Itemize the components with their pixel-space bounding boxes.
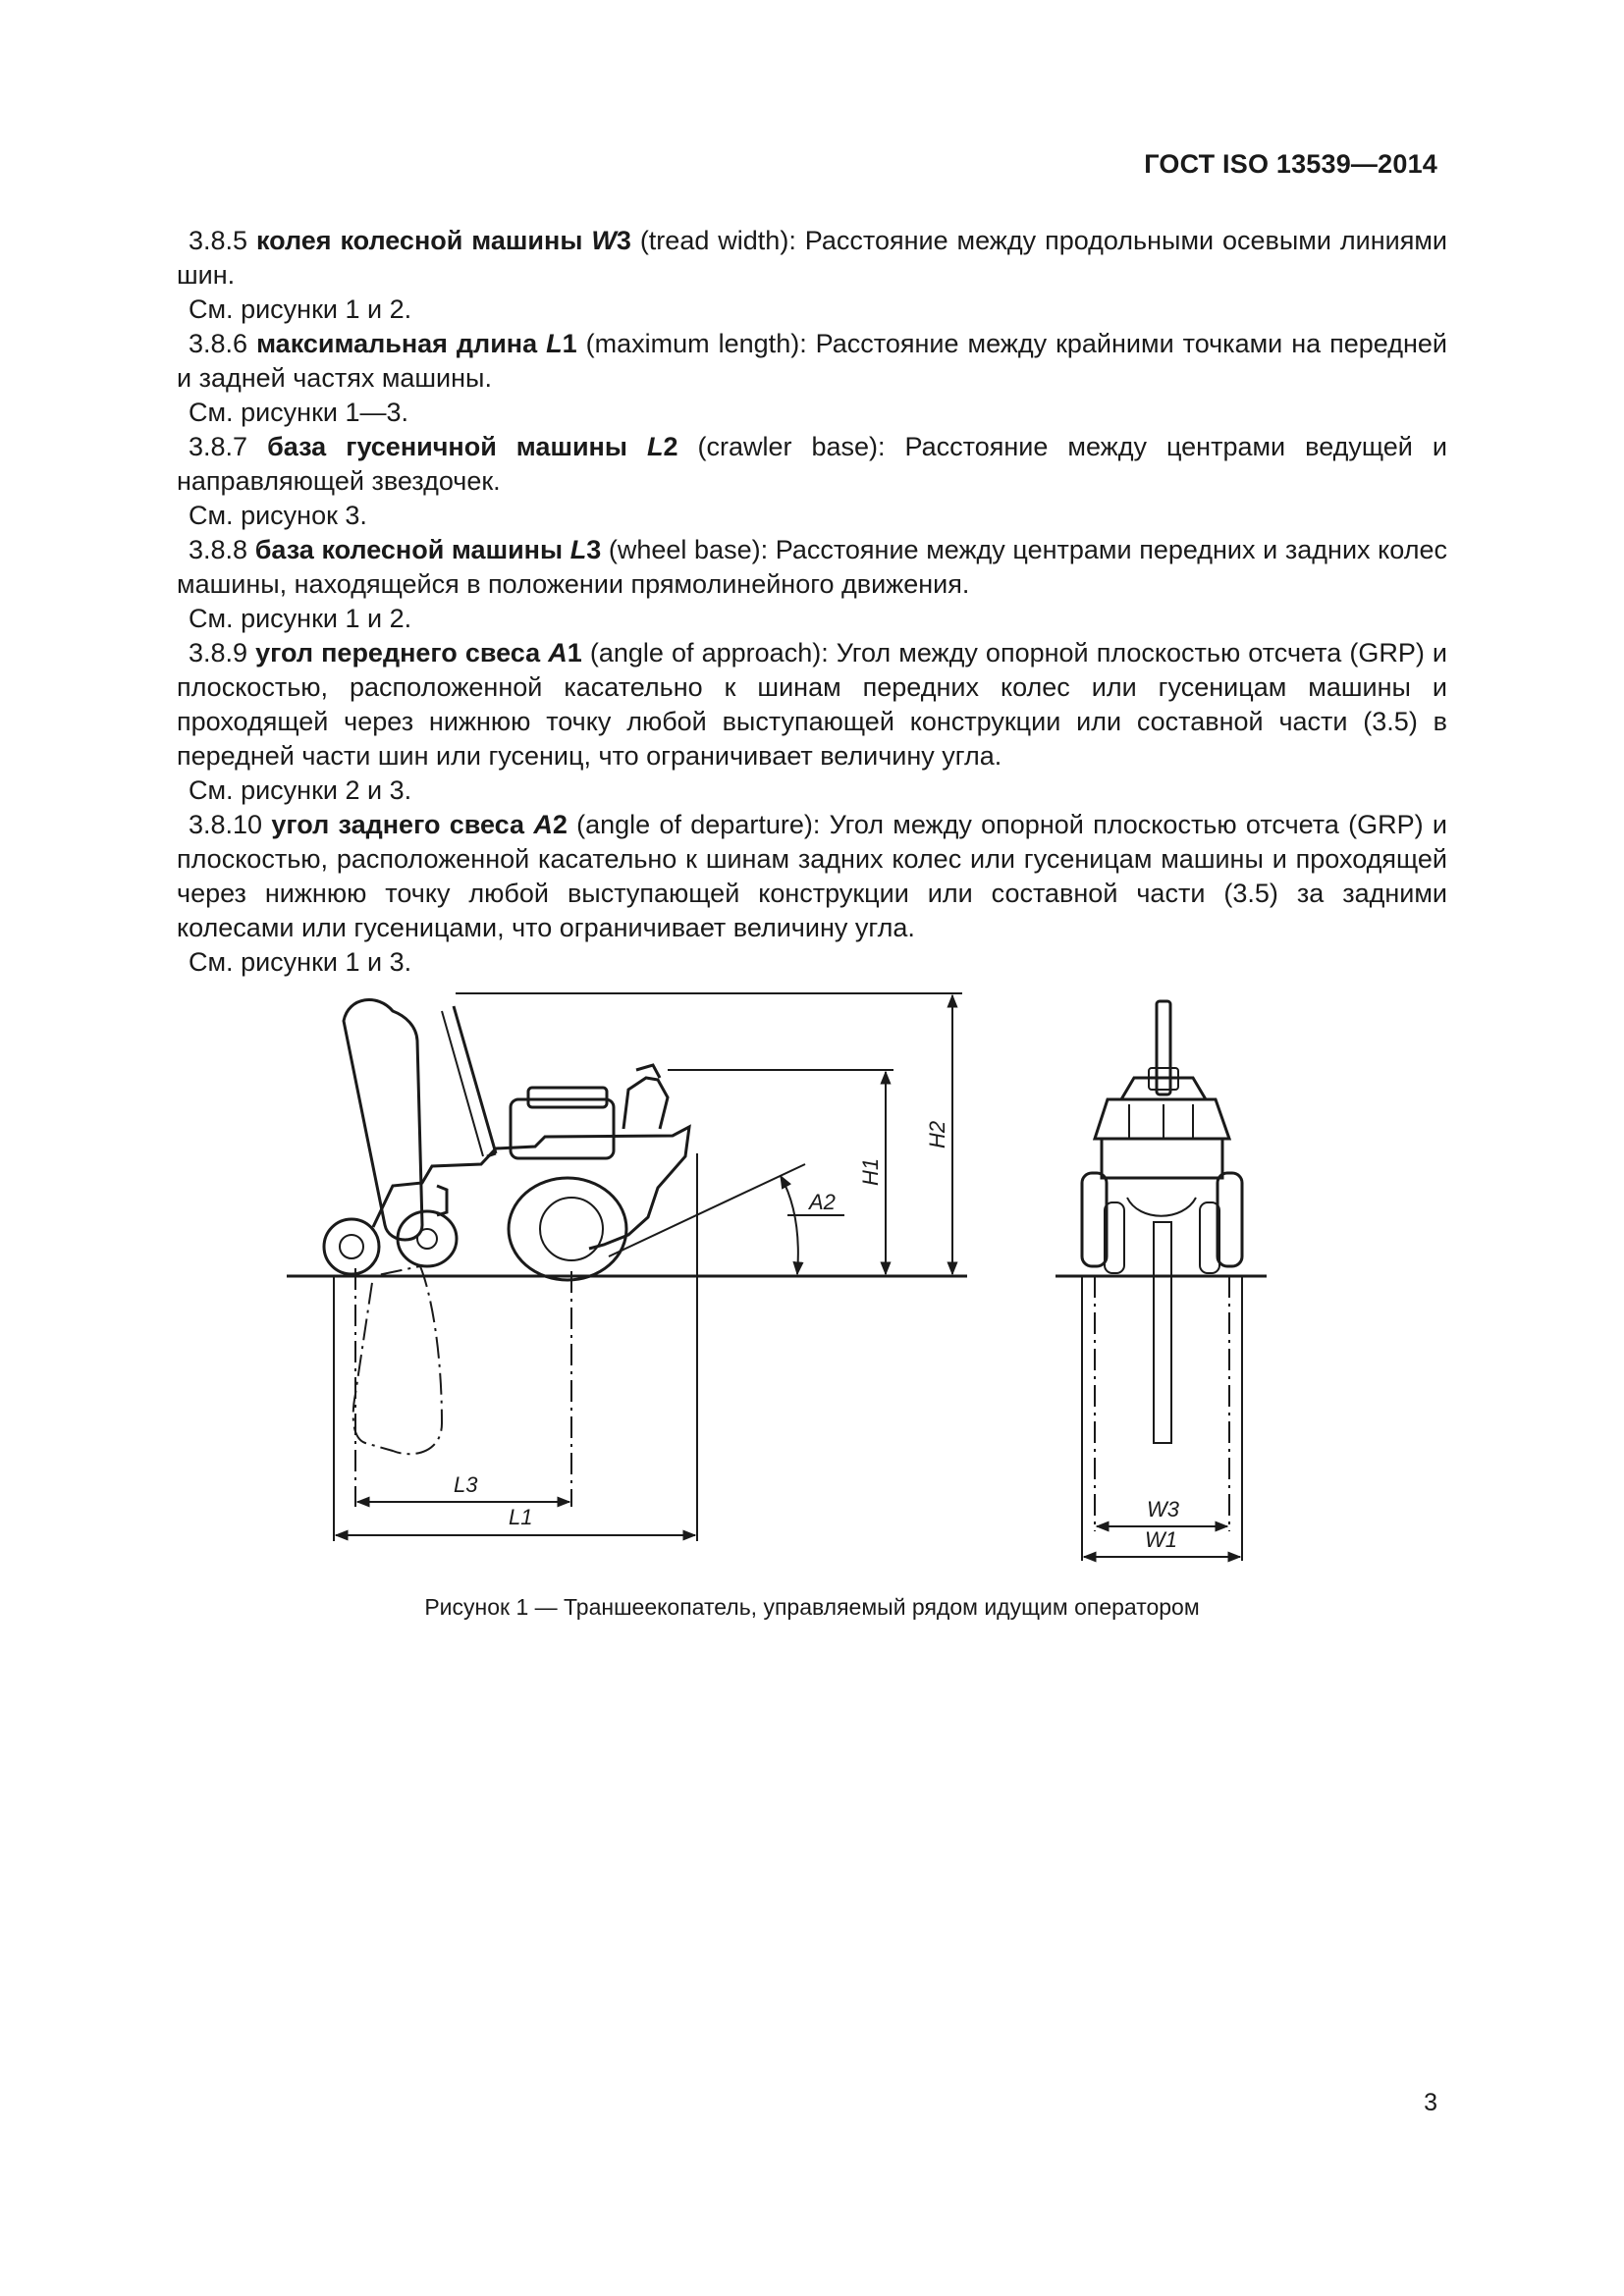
- digging-boom: [344, 1000, 496, 1240]
- symbol-letter: L: [646, 432, 664, 461]
- symbol-letter: L: [569, 535, 587, 564]
- symbol-number: 3: [616, 226, 631, 255]
- label-w3: W3: [1147, 1497, 1179, 1522]
- paragraph-3-8-5: [177, 224, 1447, 293]
- term: база колесной машины: [254, 535, 564, 564]
- label-l1: L1: [509, 1505, 533, 1529]
- definition: (crawler base): Расстояние между центрами ведущей и направляющей звездочек.: [177, 432, 1447, 496]
- definition: (wheel base): Расстояние между центрами передних и задних колес машины, находящейся в положении прямолинейного движения.: [177, 535, 1447, 599]
- symbol-letter: W: [591, 226, 617, 255]
- front-wheel: [324, 1219, 379, 1274]
- term: угол заднего свеса: [271, 810, 525, 839]
- see-reference: См. рисунки 1 и 3.: [189, 947, 412, 977]
- see-reference: См. рисунок 3.: [189, 501, 367, 530]
- label-l3: L3: [454, 1472, 478, 1497]
- figure-1: [275, 982, 1276, 1590]
- paragraph-3-8-9: [177, 636, 1447, 774]
- symbol-number: 2: [663, 432, 678, 461]
- paragraph-3-8-8: [177, 533, 1447, 602]
- clause-number: 3.8.7: [189, 432, 248, 461]
- front-view: [1056, 1001, 1267, 1561]
- symbol-number: 3: [586, 535, 602, 564]
- trencher-drawing: [275, 982, 1276, 1590]
- symbol-number: 2: [552, 810, 568, 839]
- label-a2: A2: [809, 1190, 836, 1214]
- departure-plane: [609, 1164, 805, 1256]
- drive-wheel: [509, 1178, 626, 1280]
- figure-caption: Рисунок 1 — Траншеекопатель, управляемый рядом идущим оператором: [424, 1594, 1200, 1620]
- symbol-letter: A: [533, 810, 553, 839]
- front-body: [1095, 1001, 1229, 1216]
- definition: (maximum length): Расстояние между крайними точками на передней и задней частях машины.: [177, 329, 1447, 393]
- definition: (angle of departure): Угол между опорной плоскостью отсчета (GRP) и плоскостью, расположенной касательно к шинам задних колес или гусеницам машины и проходящей через нижнюю точку любой выступающей конструкции или составной части (3.5) за задними колесами или гусеницами, что ограничивает величину угла.: [177, 810, 1447, 942]
- document-header: ГОСТ ISO 13539—2014: [1144, 149, 1437, 179]
- definition: (angle of approach): Угол между опорной плоскостью отсчета (GRP) и плоскостью, расположенной касательно к шинам передних колес или гусеницам машины и проходящей через нижнюю точку любой выступающей конструкции или составной части (3.5) в передней части шин или гусениц, что ограничивает величину угла.: [177, 638, 1447, 771]
- side-view: [287, 993, 967, 1541]
- paragraph-3-8-7: [177, 430, 1447, 499]
- clause-number: 3.8.9: [189, 638, 248, 667]
- symbol-number: 1: [567, 638, 582, 667]
- clause-number: 3.8.6: [189, 329, 248, 358]
- label-w1: W1: [1145, 1527, 1177, 1552]
- paragraph-3-8-10: [177, 808, 1447, 945]
- label-h2: H2: [925, 1120, 949, 1148]
- symbol-letter: A: [548, 638, 568, 667]
- term: максимальная длина: [256, 329, 538, 358]
- clause-number: 3.8.10: [189, 810, 263, 839]
- clause-number: 3.8.8: [189, 535, 248, 564]
- symbol-letter: L: [546, 329, 563, 358]
- see-reference: См. рисунки 1—3.: [189, 398, 409, 427]
- clause-number: 3.8.5: [189, 226, 248, 255]
- a2-angle-arc: [781, 1176, 798, 1274]
- definition: (tread width): Расстояние между продольными осевыми линиями шин.: [177, 226, 1447, 290]
- body-text: [177, 224, 1447, 980]
- paragraph-3-8-6: [177, 327, 1447, 396]
- label-h1: H1: [858, 1157, 883, 1186]
- boom-lowered-outline: [353, 1266, 442, 1454]
- see-reference: См. рисунки 1 и 2.: [189, 604, 412, 633]
- boom-front: [1154, 1222, 1171, 1443]
- term: угол переднего свеса: [255, 638, 541, 667]
- page-number: 3: [1424, 2089, 1437, 2116]
- see-reference: См. рисунки 1 и 2.: [189, 294, 412, 324]
- term: колея колесной машины: [256, 226, 583, 255]
- see-reference: См. рисунки 2 и 3.: [189, 775, 412, 805]
- term: база гусеничной машины: [267, 432, 627, 461]
- symbol-number: 1: [562, 329, 577, 358]
